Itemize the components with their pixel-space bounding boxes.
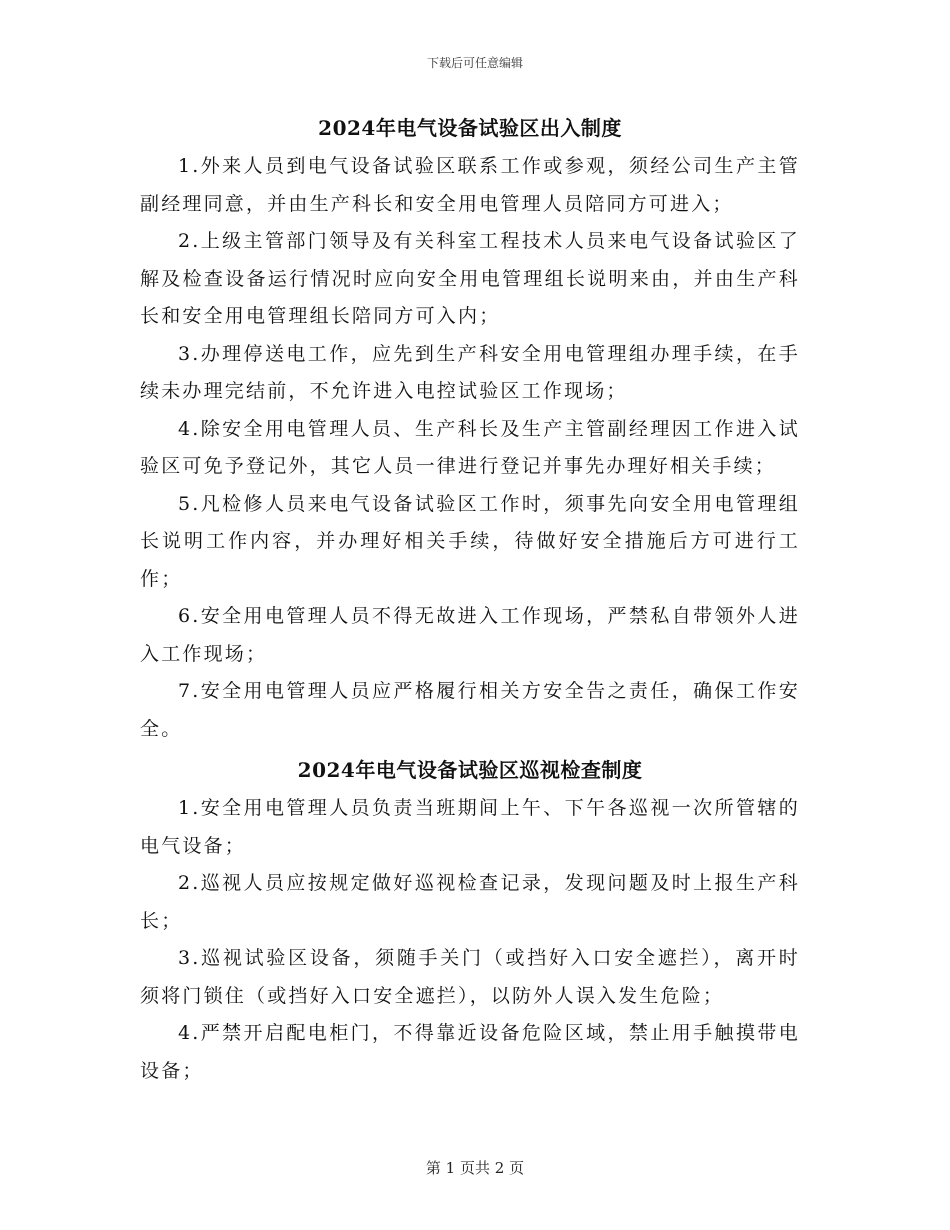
section1-title: 2024年电气设备试验区出入制度 — [318, 116, 622, 140]
section1-item: 7.安全用电管理人员应严格履行相关方安全告之责任，确保工作安全。 — [140, 680, 800, 740]
section1-item: 6.安全用电管理人员不得无故进入工作现场，严禁私自带领外人进入工作现场； — [140, 605, 800, 665]
section1-item: 1.外来人员到电气设备试验区联系工作或参观，须经公司生产主管副经理同意，并由生产科长和安全用电管理人员陪同方可进入； — [140, 155, 800, 215]
section2-item: 4.严禁开启配电柜门，不得靠近设备危险区域，禁止用手触摸带电设备； — [140, 1022, 800, 1082]
section1-item: 2.上级主管部门领导及有关科室工程技术人员来电气设备试验区了解及检查设备运行情况时应向安全用电管理组长说明来由，并由生产科长和安全用电管理组长陪同方可入内； — [140, 230, 800, 327]
section2-item: 3.巡视试验区设备，须随手关门（或挡好入口安全遮拦），离开时须将门锁住（或挡好入口安全遮拦），以防外人误入发生危险； — [140, 947, 800, 1007]
section1-item: 3.办理停送电工作，应先到生产科安全用电管理组办理手续，在手续未办理完结前，不允许进入电控试验区工作现场； — [140, 342, 800, 402]
section2-title: 2024年电气设备试验区巡视检查制度 — [297, 758, 643, 782]
section2-item: 2.巡视人员应按规定做好巡视检查记录，发现问题及时上报生产科长； — [140, 872, 800, 932]
section2-item: 1.安全用电管理人员负责当班期间上午、下午各巡视一次所管辖的电气设备； — [140, 797, 800, 857]
section1-item: 4.除安全用电管理人员、生产科长及生产主管副经理因工作进入试验区可免予登记外，其它人员一律进行登记并事先办理好相关手续； — [140, 417, 800, 477]
section1-item: 5.凡检修人员来电气设备试验区工作时，须事先向安全用电管理组长说明工作内容，并办理好相关手续，待做好安全措施后方可进行工作； — [140, 492, 800, 590]
document-body — [140, 108, 800, 1090]
page-number: 第 1 页共 2 页 — [425, 1159, 525, 1177]
header-note: 下载后可任意编辑 — [426, 56, 523, 70]
